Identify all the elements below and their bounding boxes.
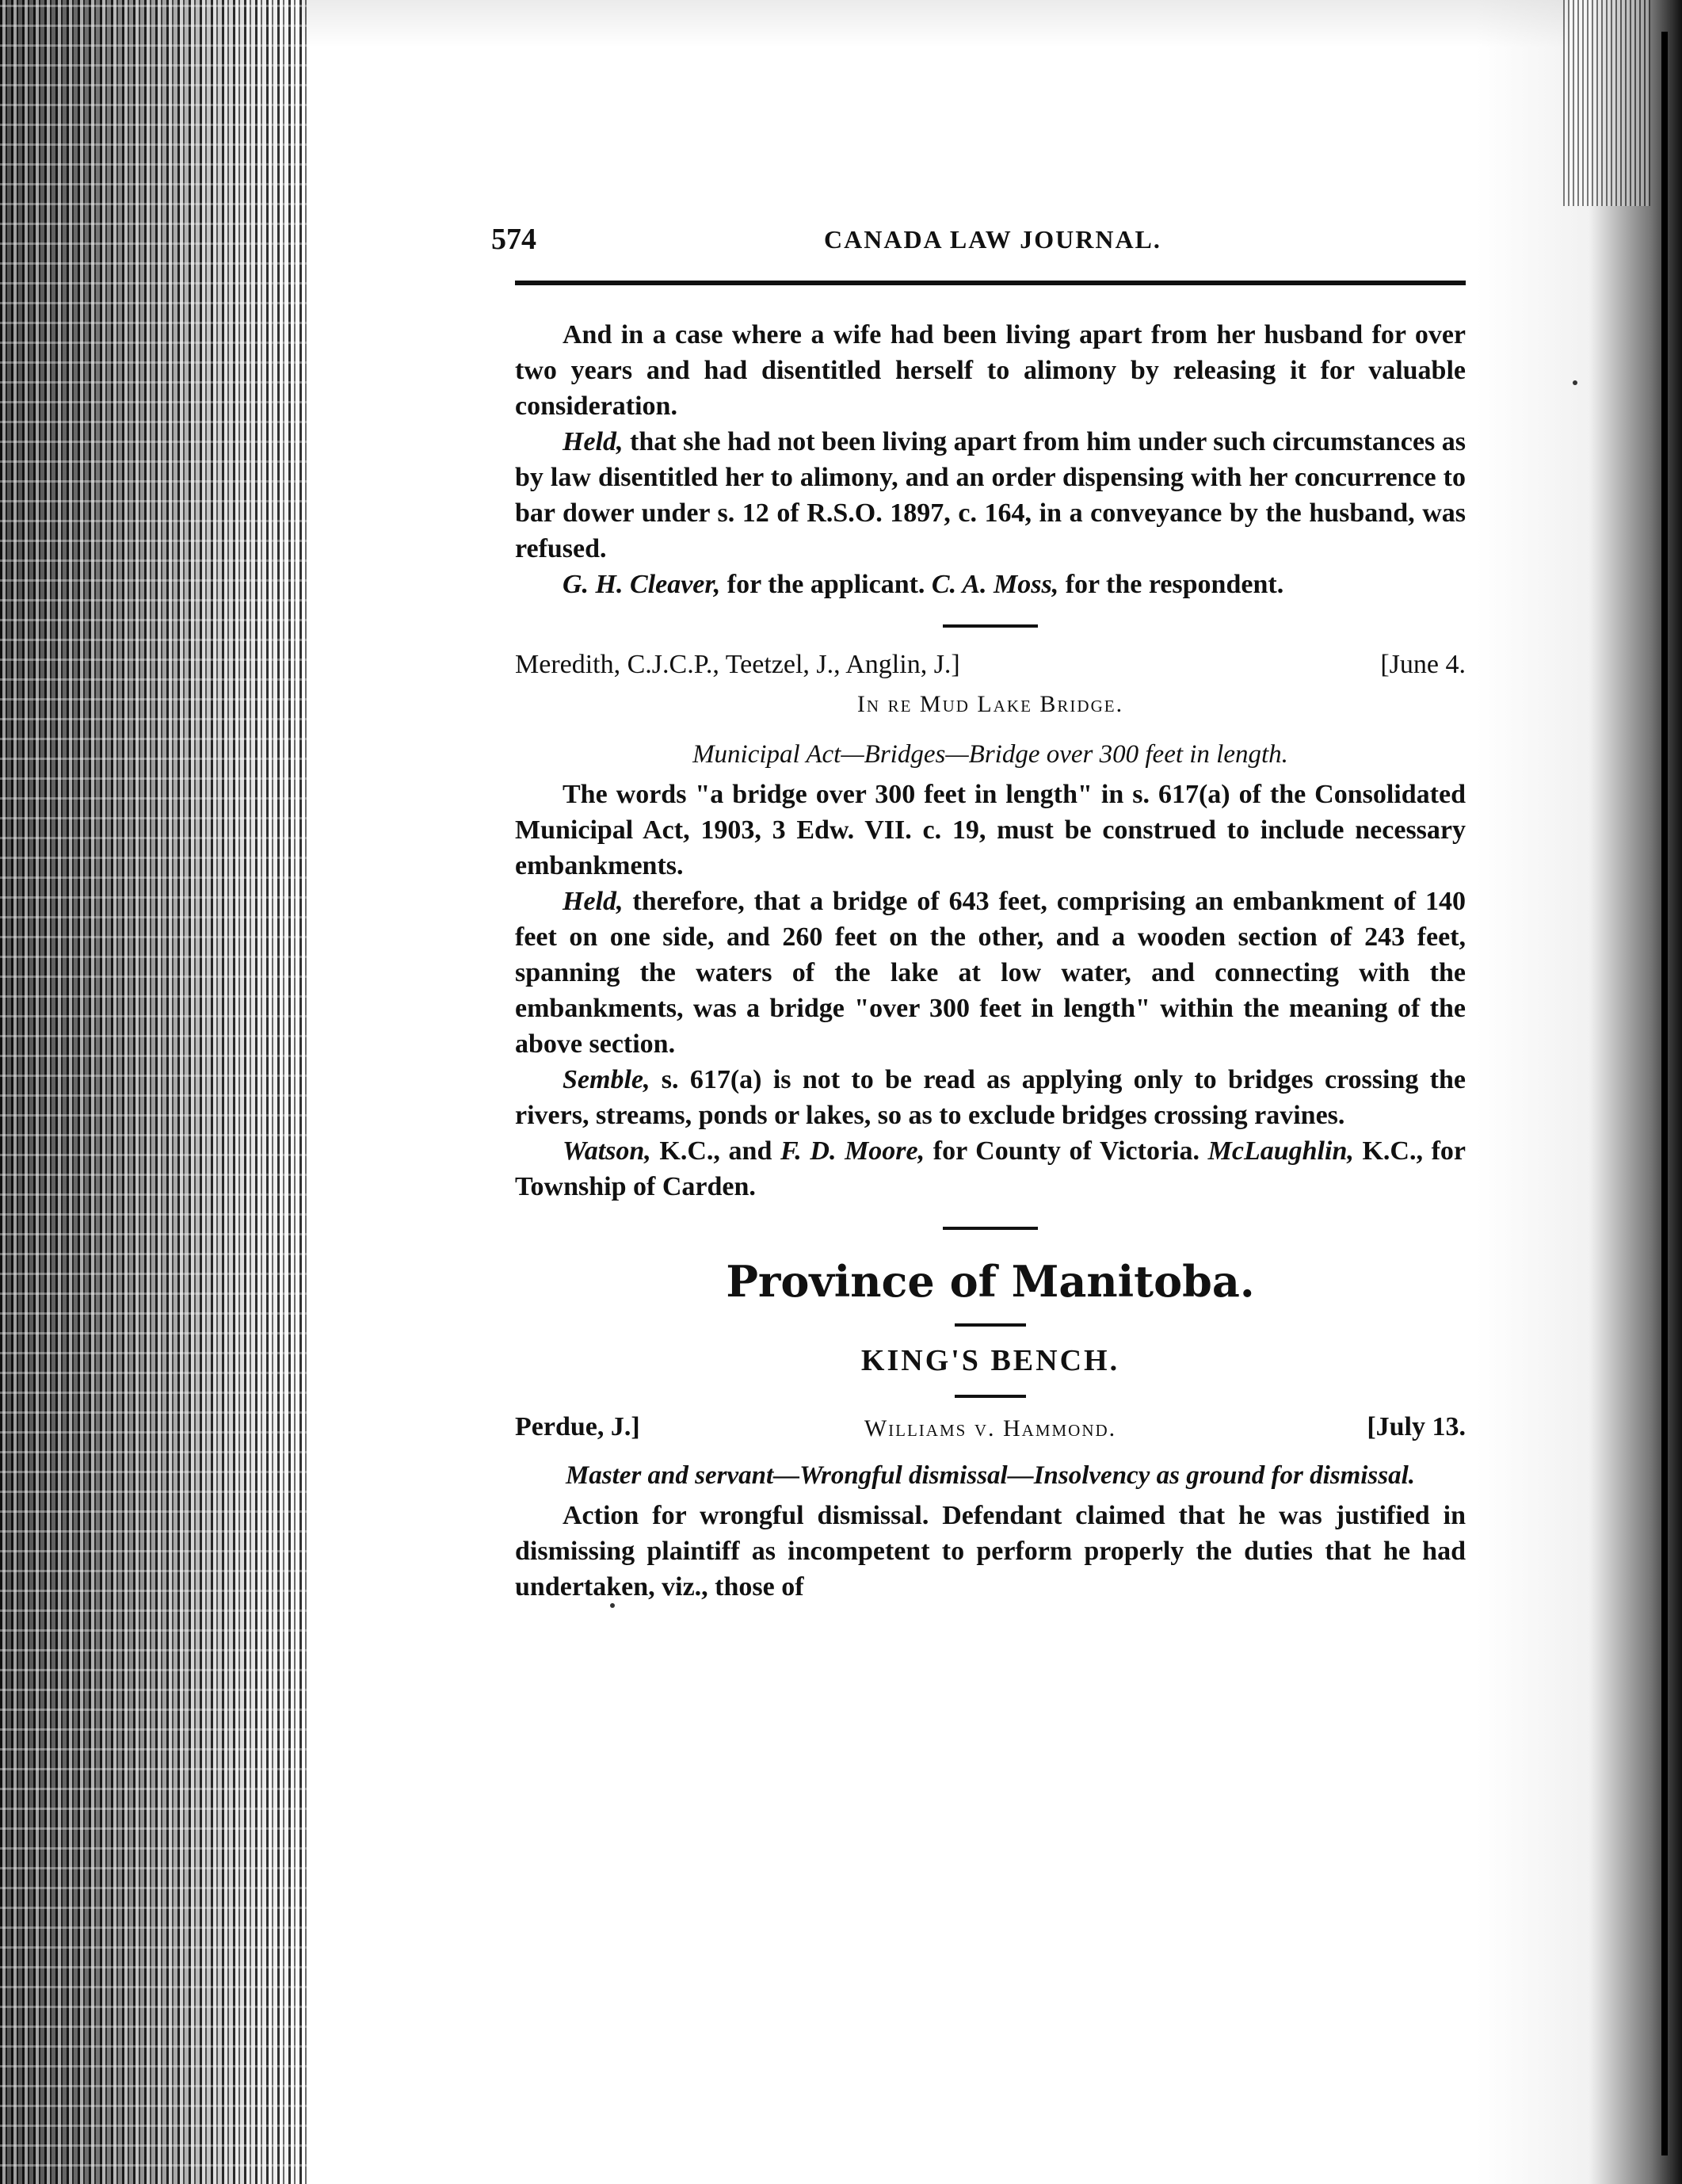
counsel-text: K.C., for Township of Carden. xyxy=(515,1136,1467,1201)
case2-semble xyxy=(515,1062,1466,1133)
counsel-name: F. D. Moore, xyxy=(780,1136,925,1166)
counsel-name: C. A. Moss, xyxy=(931,570,1059,599)
case2-paragraph: The words "a bridge over 300 feet in length" in s. 617(a) of the Consolidated Municipal Act, 1903, 3 Edw. VII. c. 19, must be construed to include necessary embankments. xyxy=(515,780,1466,880)
case3-date: [July 13. xyxy=(1367,1412,1466,1441)
heading-rule xyxy=(955,1323,1026,1327)
page-top-shadow xyxy=(301,0,1569,48)
page-speck xyxy=(1573,380,1577,385)
body-text xyxy=(515,317,1466,1605)
book-spine-shadow xyxy=(0,0,309,2184)
held-text: therefore, that a bridge of 643 feet, comprising an embankment of 140 feet on one side, and 260 feet on the other, and a wooden section of 243 feet, spanning the waters of the lake at low water, and connecting with the embankments, was a bridge "over 300 feet in length" within the meaning of the above section. xyxy=(515,887,1466,1059)
page-right-edge xyxy=(1476,0,1682,2184)
case2-judges: Meredith, C.J.C.P., Teetzel, J., Anglin, J.] xyxy=(515,650,960,679)
case3-title: Williams v. Hammond. xyxy=(864,1415,1117,1441)
case3-paragraph: Action for wrongful dismissal. Defendant claimed that he was justified in dismissing plaintiff as incompetent to perform properly the duties that he had undertaken, viz., those of xyxy=(515,1501,1466,1602)
page-speck xyxy=(610,1603,615,1608)
held-label: Held, xyxy=(563,427,624,456)
court-heading: KING'S BENCH. xyxy=(860,1344,1120,1377)
counsel-text: for County of Victoria. xyxy=(925,1136,1208,1166)
case2-title: In re Mud Lake Bridge. xyxy=(856,691,1124,717)
case2-held xyxy=(515,884,1466,1062)
held-text: that she had not been living apart from him under such circumstances as by law disentitled her to alimony, and an order dispensing with her concurrence to bar dower under s. 12 of R.S.O. 1897, c. 164, in a conveyance by the husband, was refused. xyxy=(515,427,1466,563)
case2-bench-line xyxy=(515,650,1466,688)
section-divider xyxy=(943,1227,1038,1230)
counsel-name: Watson, xyxy=(563,1136,651,1166)
journal-page xyxy=(491,222,1467,1602)
running-title: CANADA LAW JOURNAL. xyxy=(824,225,1161,254)
case3-judge: Perdue, J.] xyxy=(515,1412,640,1441)
case1-counsel xyxy=(515,567,1466,602)
counsel-text: K.C., and xyxy=(650,1136,780,1166)
case2-headnote: Municipal Act—Bridges—Bridge over 300 feet in length. xyxy=(692,740,1288,769)
province-heading: Province of Manitoba. xyxy=(726,1256,1255,1307)
counsel-text: for the applicant. xyxy=(720,570,932,599)
case3-bench-line xyxy=(515,1412,1466,1450)
held-label: Held, xyxy=(563,887,624,916)
counsel-text: for the respondent. xyxy=(1058,570,1284,599)
counsel-name: McLaughlin, xyxy=(1207,1136,1354,1166)
case2-counsel xyxy=(515,1133,1466,1205)
header-rule xyxy=(515,281,1466,285)
case1-held xyxy=(515,424,1466,567)
section-divider xyxy=(943,624,1038,628)
page-header xyxy=(491,222,1466,269)
counsel-name: G. H. Cleaver, xyxy=(563,570,721,599)
case1-paragraph: And in a case where a wife had been living apart from her husband for over two years and had disentitled herself to alimony by releasing it for valuable consideration. xyxy=(515,320,1466,421)
semble-label: Semble, xyxy=(563,1065,650,1094)
heading-rule xyxy=(955,1395,1026,1398)
case3-headnote: Master and servant—Wrongful dismissal—Insolvency as ground for dismissal. xyxy=(565,1461,1416,1490)
case2-date: [June 4. xyxy=(1380,650,1466,679)
page-number: 574 xyxy=(491,223,536,256)
semble-text: s. 617(a) is not to be read as applying only to bridges crossing the rivers, streams, ponds or lakes, so as to exclude bridges crossing ravines. xyxy=(515,1065,1466,1130)
